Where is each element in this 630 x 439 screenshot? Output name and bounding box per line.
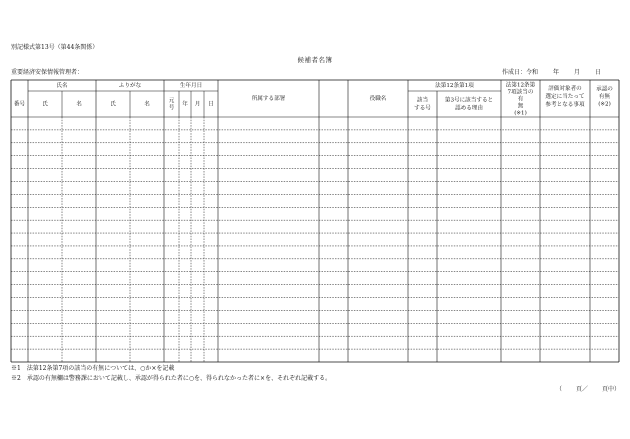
header-era-line-1: 号 [168,105,175,111]
created-date-label: 作成日：令和 [502,69,539,76]
header-year: 年 [182,101,188,108]
form-reference: 別記様式第13号（第44条関係） [11,44,99,51]
header-approval-line-1: 有無 [598,94,611,100]
created-year-label: 年 [553,69,560,76]
pagination-total: 頁中） [602,386,621,393]
header-day: 日 [208,101,214,108]
header-approval-line-2: (※2) [598,101,611,108]
header-month: 月 [194,101,201,108]
document-title: 候補者名簿 [297,56,333,64]
header-name-given: 名 [76,101,82,108]
header-law7-line-1: 7項該当の [507,89,534,96]
pagination [556,386,620,393]
header-law7-line-0: 法第12条第 [505,82,536,89]
header-evaluation-line-2: 参考となる事項 [545,102,585,108]
header-name: 氏名 [56,83,68,89]
header-law7-line-3: 無 [517,103,524,110]
created-day-label: 日 [595,69,602,76]
header-furigana: ふりがな [118,83,142,89]
header-furigana-surname: 氏 [110,101,116,108]
pagination-page: 頁／ [576,386,589,393]
header-applicable-item-line-1: する号 [414,105,431,112]
header-applicable-item-line-0: 該当 [416,97,429,104]
header-birthdate: 生年月日 [179,83,203,89]
header-law7-line-2: 有 [517,96,524,103]
pagination-open: （ [556,386,563,393]
manager-label: 重要経済安保情報管理者： [11,69,84,76]
header-evaluation-line-0: 評価対象者の [548,86,582,92]
header-affiliation: 所属する部署 [251,96,286,102]
header-approval-line-0: 承認の [596,86,613,93]
header-position: 役職名 [369,96,387,102]
header-evaluation-line-1: 選定に当たって [545,94,585,100]
header-law-section: 法第12条第1項 [435,83,474,89]
header-era-line-0: 元 [168,98,175,104]
footnote-1: ※1 法第12条第7項の該当の有無については、○か×を記載 [11,365,175,372]
header-reason-line-1: 認める理由 [455,105,483,112]
header-name-surname: 氏 [42,101,48,108]
header-furigana-given: 名 [144,101,150,108]
created-month-label: 月 [574,69,581,76]
header-law7-line-4: (※1) [514,110,527,117]
header-reason-line-0: 第3号に該当すると [444,97,494,104]
header-number-line-0: 番号 [13,101,26,108]
footnote-2: ※2 承認の有無欄は警務課において記載し、承認が得られた者に○を、得られなかった者に×を、それぞれ記載する。 [11,375,332,382]
